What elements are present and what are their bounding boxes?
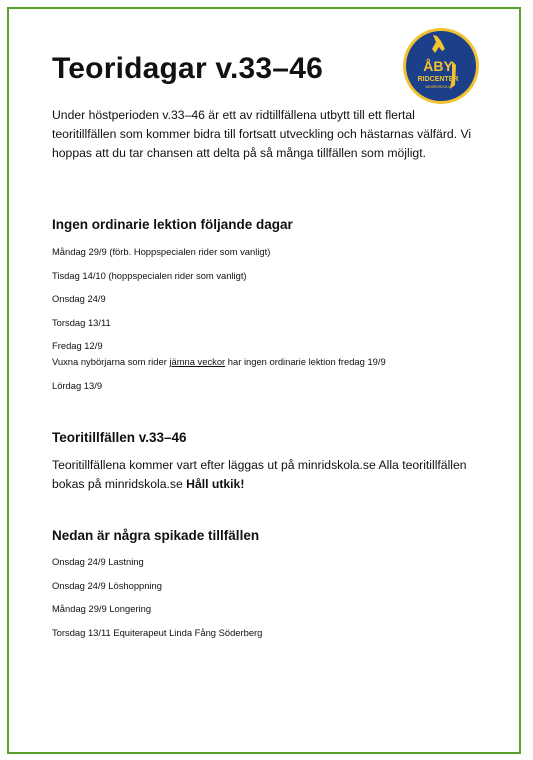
- theory-paragraph: [52, 456, 472, 494]
- section-heading-fixed: Nedan är några spikade tillfällen: [52, 528, 260, 543]
- logo-text-ridcenter: RIDCENTER: [417, 76, 459, 83]
- note-text: har ingen ordinarie lektion fredag 19/9: [225, 356, 386, 367]
- fixed-session-item: Onsdag 24/9 Lastning: [52, 556, 144, 567]
- intro-paragraph: Under höstperioden v.33–46 är ett av ridtillfällena utbytt till ett flertal teoritillfällen som kommer bidra till fortsatt utveckling och hästarnas välfärd. Vi hoppas att du tar chansen att delta på så många tillfällen som möjligt.: [52, 108, 472, 160]
- no-lesson-item: Tisdag 14/10 (hoppspecialen rider som vanligt): [52, 270, 247, 281]
- aby-ridcenter-logo: [402, 27, 480, 105]
- no-lesson-item: Lördag 13/9: [52, 380, 103, 391]
- no-lesson-item: Måndag 29/9 (förb. Hoppspecialen rider som vanligt): [52, 246, 271, 257]
- theory-bold-text: Håll utkik!: [186, 477, 245, 491]
- adult-beginners-note: [52, 355, 386, 368]
- note-underlined: jämna veckor: [169, 356, 226, 367]
- section-heading-theory: Teoritillfällen v.33–46: [52, 430, 187, 445]
- no-lesson-item: Torsdag 13/11: [52, 317, 111, 328]
- page-title: Teoridagar v.33–46: [52, 52, 323, 85]
- no-lesson-item: Onsdag 24/9: [52, 293, 106, 304]
- no-lesson-item: Fredag 12/9: [52, 340, 103, 351]
- section-heading-no-lessons: Ingen ordinarie lektion följande dagar: [52, 217, 293, 232]
- note-text: Vuxna nybörjarna som rider: [52, 356, 170, 367]
- logo-text-aby: ÅBY: [423, 58, 453, 74]
- theory-text: Teoritillfällena kommer vart efter läggas ut på minridskola.se Alla teoritillfällen bokas på minridskola.se: [52, 458, 467, 491]
- fixed-session-item: Onsdag 24/9 Löshoppning: [52, 580, 162, 591]
- fixed-session-item: Måndag 29/9 Longering: [52, 603, 152, 614]
- fixed-session-item: Torsdag 13/11 Equiterapeut Linda Fång Söderberg: [52, 627, 263, 638]
- logo-text-sub: MINIRIDSKOLA: [425, 85, 451, 89]
